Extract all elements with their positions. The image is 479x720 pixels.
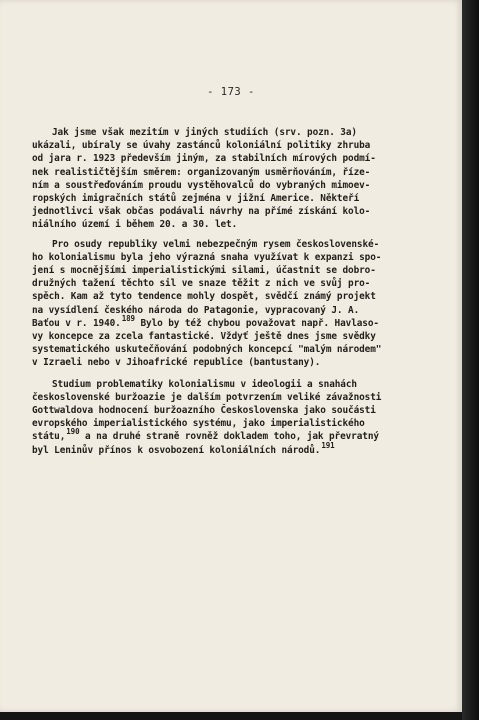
line-text: byl Leninův přínos k osvobození koloniálních národů. (32, 444, 321, 456)
line-text: jení s mocnějšími imperialistickými silami, účastnit se dobro- (32, 265, 376, 276)
text-line (32, 266, 376, 275)
line-text: Baťou v r. 1940. (32, 317, 121, 329)
text-line (32, 181, 370, 190)
line-text: od jara r. 1923 především jiným, za stabilních mírových podmí- (32, 153, 376, 165)
text-line (52, 380, 357, 389)
line-text: vy koncepce za zcela fantastické. Vždyť ještě dnes jsme svědky (32, 331, 376, 342)
line-text: jednotlivci však občas podávali návrhy na přímé získání kolo- (32, 206, 371, 218)
line-text: ropských imigračních států zejména v jižní Americe. Někteří (32, 193, 360, 204)
text-line (32, 358, 320, 367)
text-line (32, 332, 376, 341)
line-text: niálního území i během 20. a 30. let. (32, 219, 238, 231)
line-text: evropského imperialistického systému, jako imperialistického (32, 418, 365, 430)
line-text: Gottwaldova hodnocení buržoazního Československa jako součásti (32, 405, 376, 416)
line-text: družných tažení těchto sil ve snaze těžit z nich ve svůj pro- (32, 278, 371, 290)
text-line (52, 240, 379, 249)
line-text: ukázali, ubíraly se úvahy zastánců koloniální politiky zhruba (32, 140, 371, 152)
page-number: - 173 - (207, 86, 255, 98)
line-text-continued: Bylo by též chybou považovat např. Havlaso- (134, 317, 379, 329)
footnote-marker: 191 (321, 440, 335, 450)
line-text: systematického uskutečňování podobných koncepcí "malým národem" (32, 344, 382, 356)
text-line (32, 207, 370, 216)
line-text: Jak jsme však mezitím v jiných studiích (srv. pozn. 3a) (52, 127, 357, 138)
line-text: československé buržoazie je dalším potvrzením veliké závažnosti (32, 391, 382, 403)
text-line (32, 154, 376, 163)
footnote-marker: 189 (121, 313, 135, 323)
text-line (32, 279, 370, 288)
text-line (32, 419, 365, 428)
text-line (32, 194, 359, 203)
line-text: státu, (32, 431, 66, 443)
text-line (32, 393, 381, 402)
text-line (32, 168, 370, 177)
text-line (32, 292, 376, 301)
line-text: ho kolonialismu byla jeho výrazná snaha využívat k expanzi spo- (32, 251, 382, 263)
scan-edge-shadow (462, 0, 479, 720)
text-line (32, 406, 376, 415)
line-text: Pro osudy republiky velmi nebezpečným rysem československé- (52, 238, 380, 250)
text-line (52, 128, 357, 137)
line-text: ním a soustřeďováním proudu vystěhovalců do vybraných mimoev- (32, 179, 371, 191)
text-line (32, 345, 381, 354)
line-text: nek realističtějším směrem: organizovaným usměrňováním, říze- (32, 166, 371, 178)
text-line (32, 253, 381, 262)
line-text: Studium problematiky kolonialismu v ideologii a snahách (52, 378, 357, 390)
text-line (32, 313, 379, 329)
text-line (32, 440, 335, 456)
text-line (32, 306, 359, 315)
line-text: spěch. Kam až tyto tendence mohly dospět, svědčí známý projekt (32, 291, 376, 303)
line-text-continued: a na druhé straně rovněž dokladem toho, jak převratný (79, 431, 379, 443)
line-text: v Izraeli nebo v Jihoafrické republice (bantustany). (32, 357, 321, 369)
line-text: na vysídlení českého národa do Patagonie, vypracovaný J. A. (32, 304, 360, 316)
text-line (32, 141, 370, 150)
footnote-marker: 190 (66, 427, 80, 437)
text-line (32, 220, 237, 229)
